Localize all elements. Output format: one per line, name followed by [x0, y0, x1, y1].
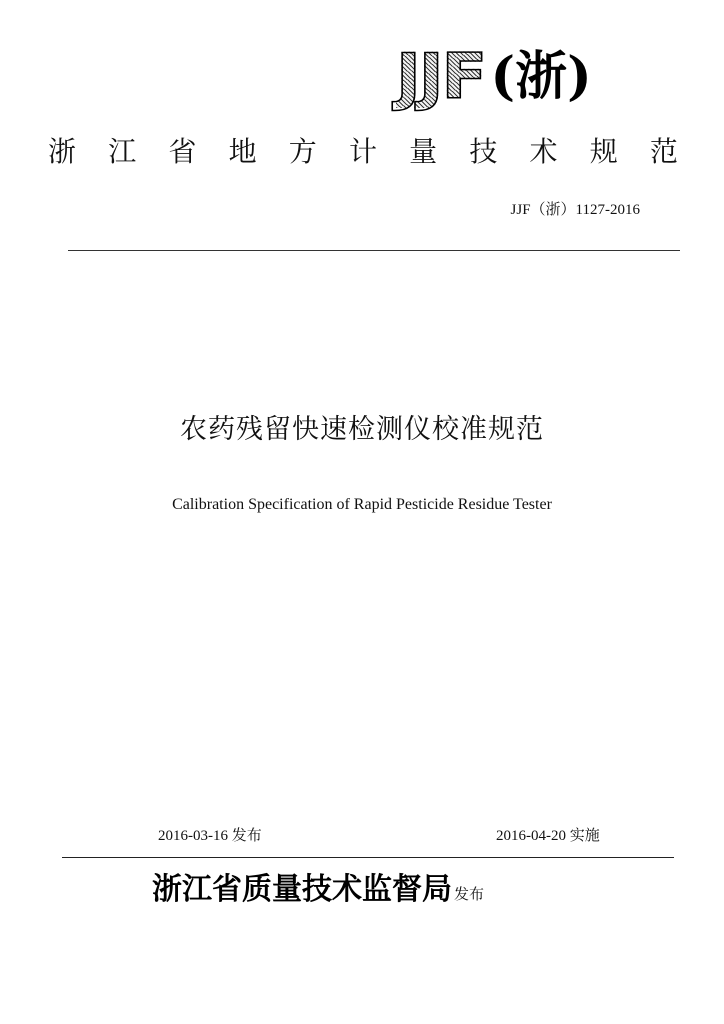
- standard-number: JJF（浙）1127-2016: [510, 202, 640, 218]
- jjf-logo: [396, 40, 592, 114]
- issuing-authority: [152, 868, 484, 912]
- org-title-char: 范: [649, 135, 678, 168]
- logo-region-suffix: (浙): [490, 46, 592, 107]
- bottom-divider: [62, 857, 674, 858]
- org-title-char: 省: [168, 135, 197, 168]
- document-title-english: Calibration Specification of Rapid Pesticide Residue Tester: [172, 496, 552, 513]
- org-title: [48, 134, 678, 170]
- logo-letters: JJF: [396, 40, 486, 113]
- org-title-char: 方: [288, 135, 317, 168]
- org-title-char: 量: [409, 135, 438, 168]
- org-title-char: 江: [108, 135, 137, 168]
- top-divider: [68, 250, 680, 251]
- org-title-char: 地: [228, 135, 257, 168]
- org-title-char: 浙: [48, 135, 77, 168]
- issuer-name: 浙江省质量技术监督局: [152, 872, 452, 907]
- issuer-suffix: 发布: [454, 885, 485, 903]
- org-title-char: 技: [469, 135, 498, 168]
- org-title-char: 计: [348, 135, 377, 168]
- issue-date: 2016-03-16 发布: [158, 828, 262, 844]
- org-title-char: 规: [589, 135, 618, 168]
- document-title: 农药残留快速检测仪校准规范: [180, 414, 544, 445]
- org-title-char: 术: [529, 135, 558, 168]
- effective-date: 2016-04-20 实施: [496, 828, 600, 844]
